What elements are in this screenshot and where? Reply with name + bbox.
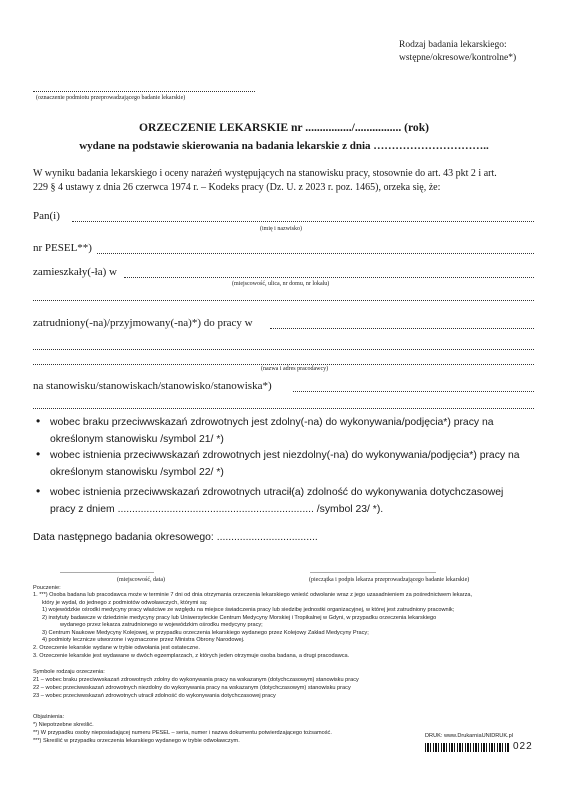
explanations-heading: Objaśnienia:	[33, 714, 65, 720]
symbol-22: 22 – wobec przeciwwskazań zdrowotnych niezdolny do wykonywania pracy na wskazanym (dotychczasowym) stanowisku pracy	[33, 685, 351, 691]
explanation-2: **) W przypadku osoby nieposiadającej numeru PESEL – seria, numer i nazwa dokumentu potwierdzającego tożsamość.	[33, 730, 332, 736]
place-date-field[interactable]: ...............................................	[60, 566, 154, 575]
name-field[interactable]	[72, 221, 534, 222]
exam-type-options: wstępne/okresowe/kontrolne*)	[399, 53, 517, 63]
name-field-label: Pan(i)	[33, 210, 60, 222]
employer-field-line-3[interactable]	[33, 364, 534, 365]
position-field-label: na stanowisku/stanowiskach/stanowisko/stanowiska*)	[33, 380, 272, 392]
instructions-heading: Pouczenie:	[33, 585, 61, 591]
explanation-1: *) Niepotrzebne skreślić.	[33, 722, 94, 728]
bullet-unfit-line-1: wobec istnienia przeciwwskazań zdrowotnych jest niezdolny(-na) do wykonywania/podjęcia*) pracy na	[50, 450, 520, 461]
bullet-fit-line-1: wobec braku przeciwwskazań zdrowotnych jest zdolny(-na) do wykonywania/podjęcia*) pracy na	[50, 417, 494, 428]
place-date-caption: (miejscowość, data)	[117, 577, 165, 583]
position-field[interactable]	[293, 391, 534, 392]
instructions-p1-line-1: 1. ***) Osoba badana lub pracodawca może w terminie 7 dni od dnia otrzymania orzeczenia lekarskiego wnieść odwołanie wraz z jego uzasadnieniem za pośrednictwem lekarza,	[33, 592, 473, 598]
employer-field-caption: (nazwa i adres pracodawcy)	[261, 366, 329, 372]
doctor-signature-caption: (pieczątka i podpis lekarza przeprowadzającego badanie lekarskie)	[309, 577, 470, 583]
employer-field-label: zatrudniony(-na)/przyjmowany(-na)*) do pracy w	[33, 317, 253, 329]
bullet-2-marker: •	[36, 447, 41, 461]
symbol-23: 23 – wobec przeciwwskazań zdrowotnych utracił zdolność do wykonywania dotychczasowej pracy	[33, 693, 276, 699]
bullet-fit-line-2: określonym stanowisku /symbol 21/ *)	[50, 434, 224, 445]
address-field[interactable]	[124, 277, 534, 278]
address-field-line-2[interactable]	[33, 300, 534, 301]
pesel-field-label: nr PESEL**)	[33, 242, 92, 254]
doctor-signature-field[interactable]: ...............................................................	[310, 566, 436, 575]
bullet-lost-line-1: wobec istnienia przeciwwskazań zdrowotnych utracił(a) zdolność do wykonywania dotychczasowej	[50, 487, 504, 498]
barcode	[425, 743, 509, 752]
instructions-p1-item-2-line-2: wydanego przez lekarza zatrudnionego w wojewódzkim ośrodku medycyny pracy;	[60, 622, 263, 628]
org-dotted-line	[33, 91, 255, 92]
name-field-caption: (imię i nazwisko)	[260, 226, 302, 232]
page-title: ORZECZENIE LEKARSKIE nr ................/................ (rok)	[138, 121, 430, 134]
org-label: (oznaczenie podmiotu przeprowadzającego badanie lekarskie)	[36, 95, 186, 101]
instructions-p3: 3. Orzeczenie lekarskie jest wydawane w dwóch egzemplarzach, z których jeden otrzymuje osoba badana, a drugi pracodawca.	[33, 653, 350, 659]
bullet-3-marker: •	[36, 484, 41, 498]
instructions-p2: 2. Orzeczenie lekarskie wydane w trybie odwołania jest ostateczne.	[33, 645, 200, 651]
instructions-p1-item-1: 1) wojewódzkie ośrodki medycyny pracy właściwe ze względu na miejsce świadczenia pracy lub siedzibę jednostki organizacyjnej, w której jest zatrudniony pracownik;	[42, 607, 455, 613]
instructions-p1-item-3: 3) Centrum Naukowe Medycyny Kolejowej, w przypadku orzeczenia lekarskiego wydanego przez Kolejowy Zakład Medycyny Pracy;	[42, 629, 369, 636]
next-exam-date: Data następnego badania okresowego: ...................................	[33, 532, 318, 543]
pesel-field[interactable]	[97, 253, 534, 254]
employer-field[interactable]	[270, 328, 534, 329]
intro-line-2: 229 § 4 ustawy z dnia 26 czerwca 1974 r. – Kodeks pracy (Dz. U. z 2023 r. poz. 1465), orzeka się, że:	[33, 182, 441, 193]
employer-field-line-2[interactable]	[33, 349, 534, 350]
page-subtitle: wydane na podstawie skierowania na badania lekarskie z dnia …………………………..	[79, 140, 489, 152]
symbols-heading: Symbole rodzaju orzeczenia:	[33, 669, 105, 675]
bullet-lost-line-2: pracy z dniem .................................................................... /symbol 23/ *).	[50, 504, 384, 515]
instructions-p1-line-2: który je wydał, do jednego z podmiotów odwoławczych, którymi są:	[42, 599, 208, 606]
printer-info: DRUK: www.DrukarniaUNIDRUK.pl	[425, 733, 513, 739]
explanation-3: ***) Skreślić w przypadku orzeczenia lekarskiego wydanego w trybie odwoławczym.	[33, 738, 240, 744]
address-field-caption: (miejscowość, ulica, nr domu, nr lokalu)	[232, 281, 330, 287]
form-code: 022	[513, 741, 533, 752]
instructions-p1-item-2-line-1: 2) instytuty badawcze w dziedzinie medycyny pracy lub Uniwersyteckie Centrum Medycyny Morskiej i Tropikalnej w Gdyni, w przypadku orzeczenia lekarskiego	[42, 614, 437, 621]
symbol-21: 21 – wobec braku przeciwwskazań zdrowotnych zdolny do wykonywania pracy na wskazanym (dotychczasowym) stanowisku pracy	[33, 677, 359, 683]
position-field-line-2[interactable]	[33, 408, 534, 409]
intro-line-1: W wyniku badania lekarskiego i oceny narażeń występujących na stanowisku pracy, stosownie do art. 43 pkt 2 i art.	[33, 168, 497, 179]
exam-type-label: Rodzaj badania lekarskiego:	[399, 40, 507, 50]
bullet-1-marker: •	[36, 414, 41, 428]
instructions-p1-item-4: 4) podmioty lecznicze utworzone i wyznaczone przez Ministra Obrony Narodowej.	[42, 637, 245, 643]
bullet-unfit-line-2: określonym stanowisku /symbol 22/ *)	[50, 467, 224, 478]
address-field-label: zamieszkały(-ła) w	[33, 266, 117, 278]
